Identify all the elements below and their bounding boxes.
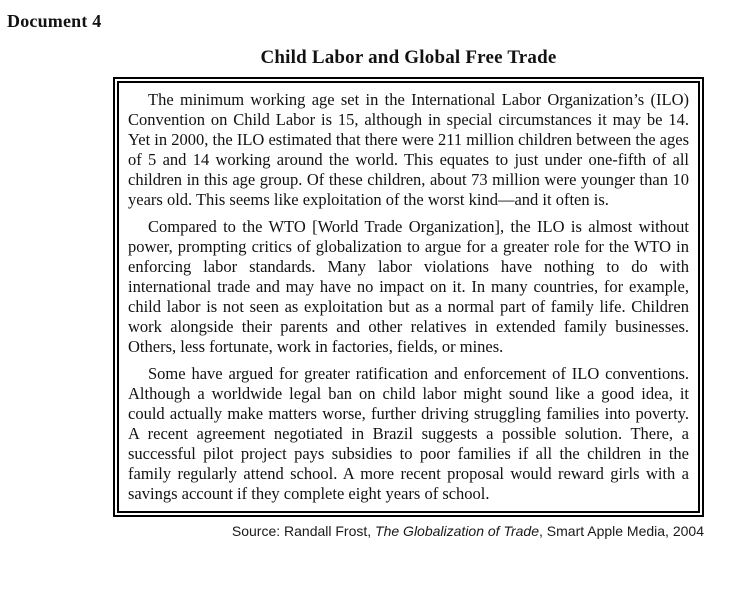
source-citation bbox=[113, 523, 704, 540]
document-title: Child Labor and Global Free Trade bbox=[260, 47, 557, 68]
source-book-title: The Globalization of Trade bbox=[375, 523, 539, 539]
document-text-box bbox=[113, 77, 704, 517]
source-suffix: , Smart Apple Media, 2004 bbox=[539, 523, 704, 539]
paragraph-wto-comparison: Compared to the WTO [World Trade Organization], the ILO is almost without power, prompting critics of globalization to argue for a greater role for the WTO in enforcing labor standards. Many labor violations have nothing to do with international trade and may have no impact on it. In many countries, for example, child labor is not seen as exploitation but as a normal part of family life. Children work alongside their parents and other relatives in extended family businesses. Others, less fortunate, work in factories, fields, or mines. bbox=[128, 217, 689, 356]
document-content bbox=[113, 47, 704, 540]
document-label: Document 4 bbox=[7, 11, 102, 31]
source-prefix: Source: Randall Frost, bbox=[231, 523, 376, 539]
paragraph-ilo-statistics: The minimum working age set in the International Labor Organization’s (ILO) Convention on Child Labor is 15, although in special circumstances it may be 14. Yet in 2000, the ILO estimated that there were 211 million children between the ages of 5 and 14 working around the world. This equates to just under one-fifth of all children in this age group. Of these children, about 73 million were younger than 10 years old. This seems like exploitation of the worst kind—and it often is. bbox=[128, 90, 689, 209]
paragraph-brazil-solution: Some have argued for greater ratification and enforcement of ILO conventions. Although a worldwide legal ban on child labor might sound like a good idea, it could actually make matters worse, further driving struggling families into poverty. A recent agreement negotiated in Brazil suggests a possible solution. There, a successful pilot project pays subsidies to poor families if all the children in the family regularly attend school. A more recent proposal would reward girls with a savings account if they complete eight years of school. bbox=[128, 364, 689, 503]
